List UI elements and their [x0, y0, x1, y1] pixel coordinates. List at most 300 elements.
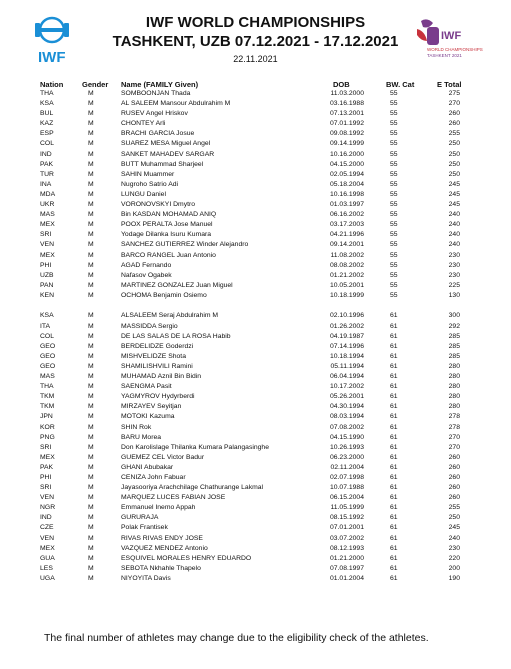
- dob-cell: 10.26.1993: [329, 443, 364, 451]
- nation-cell: GUA: [40, 554, 55, 562]
- table-row: [0, 99, 511, 109]
- gender-cell: M: [88, 201, 94, 209]
- table-row: [0, 311, 511, 321]
- gender-cell: M: [88, 261, 94, 269]
- total-cell: 250: [448, 170, 460, 178]
- total-cell: 230: [448, 261, 460, 269]
- table-row: [0, 180, 511, 190]
- category-cell: 61: [390, 373, 398, 381]
- category-cell: 55: [390, 110, 398, 118]
- nation-cell: MEX: [40, 251, 55, 259]
- category-cell: 61: [390, 574, 398, 582]
- category-cell: 61: [390, 393, 398, 401]
- athlete-table: [0, 89, 511, 584]
- total-cell: 245: [448, 201, 460, 209]
- total-cell: 130: [448, 291, 460, 299]
- category-cell: 55: [390, 170, 398, 178]
- table-row: [0, 443, 511, 453]
- category-cell: 61: [390, 463, 398, 471]
- table-row: [0, 119, 511, 129]
- nation-cell: SRI: [40, 443, 52, 451]
- gender-cell: M: [88, 534, 94, 542]
- dob-cell: 06.15.2004: [329, 494, 364, 502]
- category-cell: 61: [390, 544, 398, 552]
- category-cell: 61: [390, 453, 398, 461]
- nation-cell: VEN: [40, 534, 54, 542]
- name-cell: Bin KASDAN MOHAMAD ANIQ: [121, 211, 217, 219]
- name-cell: SUAREZ MESA Miguel Angel: [121, 140, 211, 148]
- nation-cell: UGA: [40, 574, 55, 582]
- name-cell: POOX PERALTA Jose Manuel: [121, 221, 213, 229]
- name-cell: ALSALEEM Seraj Abdulrahim M: [121, 312, 219, 320]
- gender-cell: M: [88, 160, 94, 168]
- total-cell: 255: [448, 130, 460, 138]
- name-cell: SAHIN Muammer: [121, 170, 175, 178]
- category-cell: 61: [390, 322, 398, 330]
- total-cell: 275: [448, 90, 460, 97]
- gender-cell: M: [88, 180, 94, 188]
- document-subtitle: TASHKENT, UZB 07.12.2021 - 17.12.2021: [112, 33, 399, 50]
- category-cell: 61: [390, 554, 398, 562]
- name-cell: Jayasooriya Arachchilage Chathurange Lakmal: [121, 484, 264, 492]
- category-cell: 55: [390, 261, 398, 269]
- gender-cell: M: [88, 100, 94, 108]
- dob-cell: 07.13.2001: [329, 110, 364, 118]
- table-row: [0, 230, 511, 240]
- svg-text:TASHKENT 2021: TASHKENT 2021: [427, 53, 462, 58]
- table-row: [0, 89, 511, 99]
- dob-cell: 02.05.1994: [329, 170, 364, 178]
- total-cell: 190: [448, 574, 460, 582]
- table-row: [0, 332, 511, 342]
- col-header-gender: Gender: [82, 80, 109, 89]
- table-row: [0, 261, 511, 271]
- table-row: [0, 402, 511, 412]
- gender-cell: M: [88, 120, 94, 128]
- nation-cell: PAN: [40, 281, 54, 289]
- category-cell: 61: [390, 524, 398, 532]
- gender-cell: M: [88, 564, 94, 572]
- table-row: [0, 281, 511, 291]
- category-cell: 61: [390, 433, 398, 441]
- table-row: [0, 554, 511, 564]
- nation-cell: MEX: [40, 453, 55, 461]
- category-cell: 55: [390, 201, 398, 209]
- total-cell: 280: [448, 383, 460, 391]
- gender-cell: M: [88, 393, 94, 401]
- dob-cell: 02.07.1998: [329, 473, 364, 481]
- dob-cell: 07.01.1992: [329, 120, 364, 128]
- nation-cell: LES: [40, 564, 53, 572]
- name-cell: VORONOVSKYI Dmytro: [121, 201, 196, 209]
- name-cell: MISHVELIDZE Shota: [121, 352, 186, 360]
- col-header-total: E Total: [437, 80, 462, 89]
- document-date: 22.11.2021: [233, 54, 278, 64]
- table-row: [0, 150, 511, 160]
- table-row: [0, 190, 511, 200]
- document-title: IWF WORLD CHAMPIONSHIPS: [145, 14, 366, 31]
- name-cell: MARQUEZ LUCES FABIAN JOSE: [121, 494, 226, 502]
- table-row: [0, 523, 511, 533]
- total-cell: 250: [448, 140, 460, 148]
- name-cell: AL SALEEM Mansour Abdulrahim M: [121, 100, 231, 108]
- table-row: [0, 382, 511, 392]
- gender-cell: M: [88, 473, 94, 481]
- gender-cell: M: [88, 352, 94, 360]
- nation-cell: CZE: [40, 524, 54, 532]
- table-row: [0, 503, 511, 513]
- gender-cell: M: [88, 494, 94, 502]
- nation-cell: VEN: [40, 241, 54, 249]
- name-cell: BARCO RANGEL Juan Antonio: [121, 251, 216, 259]
- dob-cell: 07.08.2002: [329, 423, 364, 431]
- dob-cell: 10.17.2002: [329, 383, 364, 391]
- gender-cell: M: [88, 281, 94, 289]
- table-row: [0, 433, 511, 443]
- gender-cell: M: [88, 554, 94, 562]
- total-cell: 270: [448, 100, 460, 108]
- name-cell: GHANI Abubakar: [121, 463, 174, 471]
- total-cell: 260: [448, 473, 460, 481]
- table-row: [0, 251, 511, 261]
- name-cell: SHAMILISHVILI Ramini: [121, 362, 193, 370]
- name-cell: MIRZAYEV Seyitjan: [121, 403, 182, 411]
- dob-cell: 11.03.2000: [330, 90, 364, 97]
- table-row: [0, 453, 511, 463]
- total-cell: 200: [448, 564, 460, 572]
- nation-cell: NGR: [40, 504, 56, 512]
- name-cell: RIVAS RIVAS ENDY JOSE: [121, 534, 203, 542]
- total-cell: 270: [448, 433, 460, 441]
- dob-cell: 09.14.2001: [329, 241, 364, 249]
- name-cell: MUHAMAD Aznil Bin Bidin: [121, 373, 202, 381]
- nation-cell: IND: [40, 514, 52, 522]
- name-cell: GURURAJA: [121, 514, 159, 522]
- table-row: [0, 139, 511, 149]
- table-row: [0, 473, 511, 483]
- gender-cell: M: [88, 574, 94, 582]
- dob-cell: 10.16.2000: [329, 150, 364, 158]
- category-cell: 55: [390, 291, 398, 299]
- name-cell: SOMBOONJAN Thada: [121, 90, 191, 97]
- nation-cell: TUR: [40, 170, 54, 178]
- nation-cell: SRI: [40, 231, 52, 239]
- total-cell: 260: [448, 494, 460, 502]
- name-cell: MARTINEZ GONZALEZ Juan Miguel: [121, 281, 233, 289]
- dob-cell: 04.15.2000: [329, 160, 364, 168]
- dob-cell: 10.05.2001: [329, 281, 364, 289]
- dob-cell: 10.16.1998: [329, 190, 364, 198]
- total-cell: 250: [448, 160, 460, 168]
- dob-cell: 01.21.2002: [329, 271, 364, 279]
- total-cell: 285: [448, 332, 460, 340]
- gender-cell: M: [88, 241, 94, 249]
- nation-cell: GEO: [40, 342, 56, 350]
- gender-cell: M: [88, 140, 94, 148]
- gender-cell: M: [88, 291, 94, 299]
- nation-cell: KEN: [40, 291, 54, 299]
- nation-cell: PHI: [40, 261, 52, 269]
- name-cell: GUEMEZ CEL Victor Badur: [121, 453, 205, 461]
- gender-cell: M: [88, 110, 94, 118]
- table-row: [0, 210, 511, 220]
- nation-cell: PAK: [40, 160, 54, 168]
- total-cell: 280: [448, 362, 460, 370]
- dob-cell: 06.16.2002: [329, 211, 364, 219]
- nation-cell: GEO: [40, 362, 56, 370]
- total-cell: 220: [448, 554, 460, 562]
- nation-cell: KSA: [40, 100, 54, 108]
- category-cell: 61: [390, 332, 398, 340]
- total-cell: 278: [448, 413, 460, 421]
- nation-cell: UZB: [40, 271, 54, 279]
- name-cell: SANCHEZ GUTIERREZ Winder Alejandro: [121, 241, 249, 249]
- dob-cell: 02.10.1996: [329, 312, 364, 320]
- total-cell: 280: [448, 373, 460, 381]
- nation-cell: COL: [40, 332, 54, 340]
- category-cell: 55: [390, 90, 398, 97]
- total-cell: 260: [448, 110, 460, 118]
- dob-cell: 11.08.2002: [330, 251, 364, 259]
- category-cell: 61: [390, 352, 398, 360]
- dob-cell: 09.08.1992: [329, 130, 364, 138]
- gender-cell: M: [88, 413, 94, 421]
- table-row: [0, 342, 511, 352]
- total-cell: 240: [448, 211, 460, 219]
- total-cell: 280: [448, 403, 460, 411]
- nation-cell: TKM: [40, 403, 55, 411]
- category-cell: 61: [390, 443, 398, 451]
- dob-cell: 03.17.2003: [329, 221, 364, 229]
- name-cell: YAGMYROV Hydyrberdi: [121, 393, 195, 401]
- nation-cell: KAZ: [40, 120, 54, 128]
- name-cell: DE LAS SALAS DE LA ROSA Habib: [121, 332, 231, 340]
- nation-cell: JPN: [40, 413, 53, 421]
- total-cell: 255: [448, 504, 460, 512]
- table-row: [0, 493, 511, 503]
- total-cell: 292: [448, 322, 460, 330]
- gender-cell: M: [88, 373, 94, 381]
- name-cell: Don Karolislage Thilanka Kumara Palangasinghe: [121, 443, 269, 451]
- table-row: [0, 240, 511, 250]
- table-row: [0, 109, 511, 119]
- total-cell: 285: [448, 342, 460, 350]
- total-cell: 260: [448, 453, 460, 461]
- nation-cell: KOR: [40, 423, 55, 431]
- dob-cell: 01.03.1997: [329, 201, 364, 209]
- table-row: [0, 574, 511, 584]
- category-cell: 55: [390, 251, 398, 259]
- name-cell: CENIZA John Fabuar: [121, 473, 186, 481]
- dob-cell: 10.18.1994: [329, 352, 364, 360]
- total-cell: 230: [448, 251, 460, 259]
- category-cell: 55: [390, 190, 398, 198]
- gender-cell: M: [88, 190, 94, 198]
- gender-cell: M: [88, 90, 94, 97]
- total-cell: 240: [448, 231, 460, 239]
- iwf-logo-text: IWF: [38, 49, 66, 66]
- category-cell: 55: [390, 231, 398, 239]
- dob-cell: 06.04.1994: [329, 373, 364, 381]
- gender-cell: M: [88, 504, 94, 512]
- gender-cell: M: [88, 544, 94, 552]
- gender-cell: M: [88, 463, 94, 471]
- total-cell: 300: [448, 312, 460, 320]
- gender-cell: M: [88, 231, 94, 239]
- dob-cell: 05.18.2004: [329, 180, 364, 188]
- gender-cell: M: [88, 443, 94, 451]
- name-cell: CHONTEY Arli: [121, 120, 166, 128]
- total-cell: 260: [448, 463, 460, 471]
- table-row: [0, 352, 511, 362]
- category-cell: 61: [390, 312, 398, 320]
- category-cell: 61: [390, 484, 398, 492]
- dob-cell: 08.08.2002: [329, 261, 364, 269]
- name-cell: Nugroho Satrio Adi: [121, 180, 179, 188]
- table-row: [0, 129, 511, 139]
- table-row: [0, 362, 511, 372]
- name-cell: BRACHI GARCIA Josue: [121, 130, 195, 138]
- name-cell: Nafasov Ogabek: [121, 271, 172, 279]
- nation-cell: IND: [40, 150, 52, 158]
- col-header-nation: Nation: [40, 80, 64, 89]
- dob-cell: 07.08.1997: [329, 564, 364, 572]
- dob-cell: 05.26.2001: [329, 393, 364, 401]
- col-header-category: BW. Cat: [386, 80, 415, 89]
- dob-cell: 08.03.1994: [329, 413, 364, 421]
- total-cell: 278: [448, 423, 460, 431]
- total-cell: 245: [448, 190, 460, 198]
- category-cell: 55: [390, 211, 398, 219]
- table-row: [0, 372, 511, 382]
- gender-cell: M: [88, 322, 94, 330]
- nation-cell: PNG: [40, 433, 55, 441]
- col-header-dob: DOB: [333, 80, 350, 89]
- dob-cell: 04.30.1994: [329, 403, 364, 411]
- name-cell: Emmanuel Inemo Appah: [121, 504, 196, 512]
- dob-cell: 08.15.1992: [329, 514, 364, 522]
- nation-cell: TKM: [40, 393, 55, 401]
- name-cell: MASSIDDA Sergio: [121, 322, 178, 330]
- dob-cell: 11.05.1999: [330, 504, 364, 512]
- gender-cell: M: [88, 453, 94, 461]
- total-cell: 225: [448, 281, 460, 289]
- total-cell: 260: [448, 484, 460, 492]
- dob-cell: 02.11.2004: [330, 463, 364, 471]
- nation-cell: PAK: [40, 463, 54, 471]
- footer-note: The final number of athletes may change due to the eligibility check of the athletes.: [44, 632, 429, 644]
- name-cell: Yodage Dilanka Isuru Kumara: [121, 231, 212, 239]
- category-cell: 61: [390, 494, 398, 502]
- gender-cell: M: [88, 484, 94, 492]
- nation-cell: ESP: [40, 130, 54, 138]
- table-row: [0, 291, 511, 301]
- gender-cell: M: [88, 150, 94, 158]
- total-cell: 285: [448, 352, 460, 360]
- category-cell: 61: [390, 342, 398, 350]
- nation-cell: MEX: [40, 544, 55, 552]
- nation-cell: GEO: [40, 352, 56, 360]
- total-cell: 250: [448, 150, 460, 158]
- nation-cell: MDA: [40, 190, 56, 198]
- nation-cell: INA: [40, 180, 52, 188]
- nation-cell: VEN: [40, 494, 54, 502]
- gender-cell: M: [88, 403, 94, 411]
- table-row: [0, 412, 511, 422]
- category-cell: 61: [390, 534, 398, 542]
- name-cell: ESQUIVEL MORALES HENRY EDUARDO: [121, 554, 252, 562]
- nation-cell: MAS: [40, 373, 55, 381]
- total-cell: 245: [448, 524, 460, 532]
- dob-cell: 10.07.1988: [329, 484, 364, 492]
- dob-cell: 01.26.2002: [329, 322, 364, 330]
- gender-cell: M: [88, 312, 94, 320]
- table-row: [0, 322, 511, 332]
- name-cell: VAZQUEZ MENDEZ Antonio: [121, 544, 208, 552]
- group-separator: [0, 301, 511, 312]
- table-row: [0, 170, 511, 180]
- category-cell: 55: [390, 281, 398, 289]
- table-row: [0, 200, 511, 210]
- nation-cell: COL: [40, 140, 54, 148]
- name-cell: BERDELIDZE Goderdzi: [121, 342, 194, 350]
- gender-cell: M: [88, 211, 94, 219]
- name-cell: SANKET MAHADEV SARGAR: [121, 150, 215, 158]
- dob-cell: 10.18.1999: [329, 291, 364, 299]
- name-cell: SHIN Rok: [121, 423, 152, 431]
- gender-cell: M: [88, 524, 94, 532]
- col-header-name: Name (FAMILY Given): [121, 80, 199, 89]
- gender-cell: M: [88, 383, 94, 391]
- nation-cell: UKR: [40, 201, 55, 209]
- dob-cell: 04.19.1987: [329, 332, 364, 340]
- total-cell: 230: [448, 544, 460, 552]
- category-cell: 55: [390, 271, 398, 279]
- dob-cell: 07.14.1996: [329, 342, 364, 350]
- dob-cell: 01.01.2004: [329, 574, 364, 582]
- table-row: [0, 392, 511, 402]
- category-cell: 61: [390, 383, 398, 391]
- name-cell: OCHOMA Benjamin Osiemo: [121, 291, 207, 299]
- nation-cell: MEX: [40, 221, 55, 229]
- category-cell: 55: [390, 130, 398, 138]
- nation-cell: MAS: [40, 211, 55, 219]
- dob-cell: 07.01.2001: [329, 524, 364, 532]
- nation-cell: KSA: [40, 312, 54, 320]
- gender-cell: M: [88, 332, 94, 340]
- category-cell: 61: [390, 423, 398, 431]
- nation-cell: BUL: [40, 110, 54, 118]
- gender-cell: M: [88, 271, 94, 279]
- dob-cell: 04.15.1990: [329, 433, 364, 441]
- table-row: [0, 220, 511, 230]
- table-row: [0, 544, 511, 554]
- total-cell: 240: [448, 221, 460, 229]
- nation-cell: THA: [40, 383, 54, 391]
- gender-cell: M: [88, 221, 94, 229]
- name-cell: SEBOTA Nkhahle Thapelo: [121, 564, 201, 572]
- name-cell: BUTT Muhammad Sharjeel: [121, 160, 204, 168]
- table-row: [0, 564, 511, 574]
- table-row: [0, 423, 511, 433]
- gender-cell: M: [88, 362, 94, 370]
- name-cell: NIYOYITA Davis: [121, 574, 171, 582]
- gender-cell: M: [88, 251, 94, 259]
- name-cell: MOTOKI Kazuma: [121, 413, 175, 421]
- gender-cell: M: [88, 170, 94, 178]
- total-cell: 245: [448, 180, 460, 188]
- category-cell: 55: [390, 160, 398, 168]
